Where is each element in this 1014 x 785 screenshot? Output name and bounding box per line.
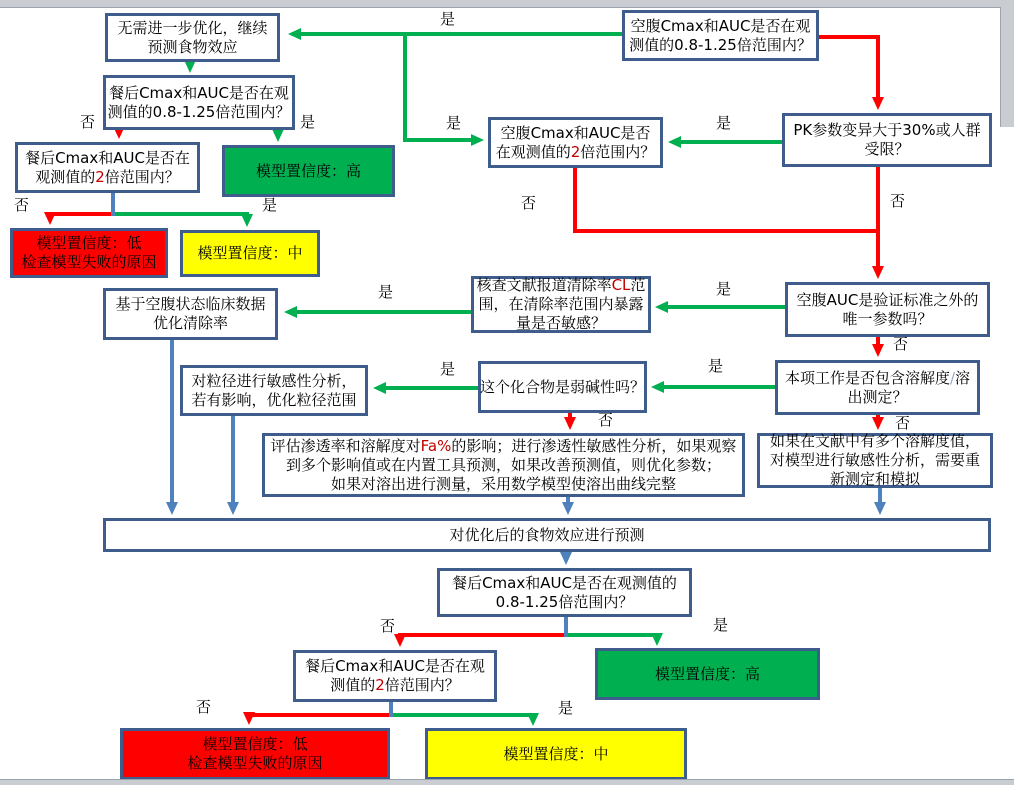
edge-label-no: 否 <box>598 411 614 429</box>
edge-label-yes: 是 <box>716 280 732 298</box>
box-fed-cmax-auc-0.8-1.25-bottom: 餐后Cmax和AUC是否在观测值的 0.8-1.25倍范围内？ <box>437 568 692 617</box>
box-pk-variability: PK参数变异大于30%或人群 受限？ <box>782 113 992 167</box>
edge-branch-to-fasted2 <box>405 32 480 140</box>
box-evaluate-permeability-solubility: 评估渗透率和溶解度对Fa%的影响；进行渗透性敏感性分析，如果观察 到多个影响值或在内置工具预测，如果改善预测值，则优化参数； 如果对溶出进行测量，采用数学模型使溶出曲线完整 <box>262 433 745 497</box>
edge-label-no: 否 <box>521 194 537 212</box>
edge-label-no: 否 <box>196 698 212 716</box>
box-weak-base-question: 这个化合物是弱碱性吗？ <box>478 361 647 413</box>
box-optimize-clearance: 基于空腹状态临床数据 优化清除率 <box>103 288 278 340</box>
box-fasted-auc-only-parameter: 空腹AUC是验证标准之外的 唯一参数吗？ <box>785 282 990 337</box>
box-confidence-low-bottom: 模型置信度：低 检查模型失败的原因 <box>120 728 390 780</box>
top-gray-edge <box>0 0 1014 8</box>
edge-label-no: 否 <box>890 192 906 210</box>
edge-fasted2-no-join <box>575 168 878 231</box>
edge-fed2-yes-to-mid <box>113 214 247 223</box>
box-fed-cmax-auc-2fold: 餐后Cmax和AUC是否在 观测值的2倍范围内？ <box>15 142 200 193</box>
edge-fedbot2-yes-to-mid <box>391 715 533 722</box>
box-check-literature-clearance: 核查文献报道清除率CL范 围，在清除率范围内暴露 量是否敏感？ <box>471 276 651 333</box>
edge-label-yes: 是 <box>713 616 729 634</box>
edge-label-yes: 是 <box>558 699 574 717</box>
box-confidence-medium-bottom: 模型置信度：中 <box>425 728 687 780</box>
bottom-gray-edge <box>0 779 1014 785</box>
box-fed-cmax-auc-2fold-bottom: 餐后Cmax和AUC是否在观 测值的2倍范围内？ <box>293 650 497 702</box>
edge-label-yes: 是 <box>262 196 278 214</box>
edge-label-yes: 是 <box>440 360 456 378</box>
box-no-further-optimization: 无需进一步优化，继续 预测食物效应 <box>105 13 280 62</box>
box-particle-size-sensitivity: 对粒径进行敏感性分析， 若有影响，优化粒径范围 <box>180 365 368 416</box>
edge-label-no: 否 <box>893 335 909 353</box>
edge-label-yes: 是 <box>300 113 316 131</box>
edge-fedbot08-yes-to-high <box>566 635 657 642</box>
edge-fasted08-no-to-pk <box>819 37 878 106</box>
edge-label-no: 否 <box>380 617 396 635</box>
edge-label-no: 否 <box>80 113 96 131</box>
edge-label-yes: 是 <box>716 114 732 132</box>
edge-label-no: 否 <box>14 196 30 214</box>
box-confidence-low-top: 模型置信度：低 检查模型失败的原因 <box>10 228 168 278</box>
edge-label-yes: 是 <box>446 114 462 132</box>
edge-label-yes: 是 <box>378 283 394 301</box>
box-solubility-dissolution-work: 本项工作是否包含溶解度/溶 出测定？ <box>775 360 980 415</box>
edge-label-yes: 是 <box>708 357 724 375</box>
box-confidence-medium-top: 模型置信度：中 <box>180 230 320 277</box>
box-fasted-cmax-auc-0.8-1.25: 空腹Cmax和AUC是否在观 测值的0.8-1.25倍范围内？ <box>622 10 819 61</box>
box-fed-cmax-auc-0.8-1.25: 餐后Cmax和AUC是否在观 测值的0.8-1.25倍范围内？ <box>103 75 295 130</box>
edge-fed2-no-to-low <box>50 214 113 221</box>
edge-fedbot2-no-to-low <box>249 715 391 721</box>
box-confidence-high-top: 模型置信度：高 <box>222 145 395 197</box>
edge-label-no: 否 <box>895 414 911 432</box>
edge-label-yes: 是 <box>440 10 456 28</box>
edge-fedbot08-no-to-fedbot2 <box>400 635 566 643</box>
right-gray-edge <box>1000 7 1014 127</box>
box-multiple-solubility-values: 如果在文献中有多个溶解度值， 对模型进行敏感性分析，需要重 新测定和模拟 <box>757 433 993 488</box>
box-predict-optimized-food-effect: 对优化后的食物效应进行预测 <box>103 518 991 552</box>
box-fasted-cmax-auc-2fold: 空腹Cmax和AUC是否 在观测值的2倍范围内？ <box>488 117 663 168</box>
box-confidence-high-bottom: 模型置信度：高 <box>595 648 820 700</box>
